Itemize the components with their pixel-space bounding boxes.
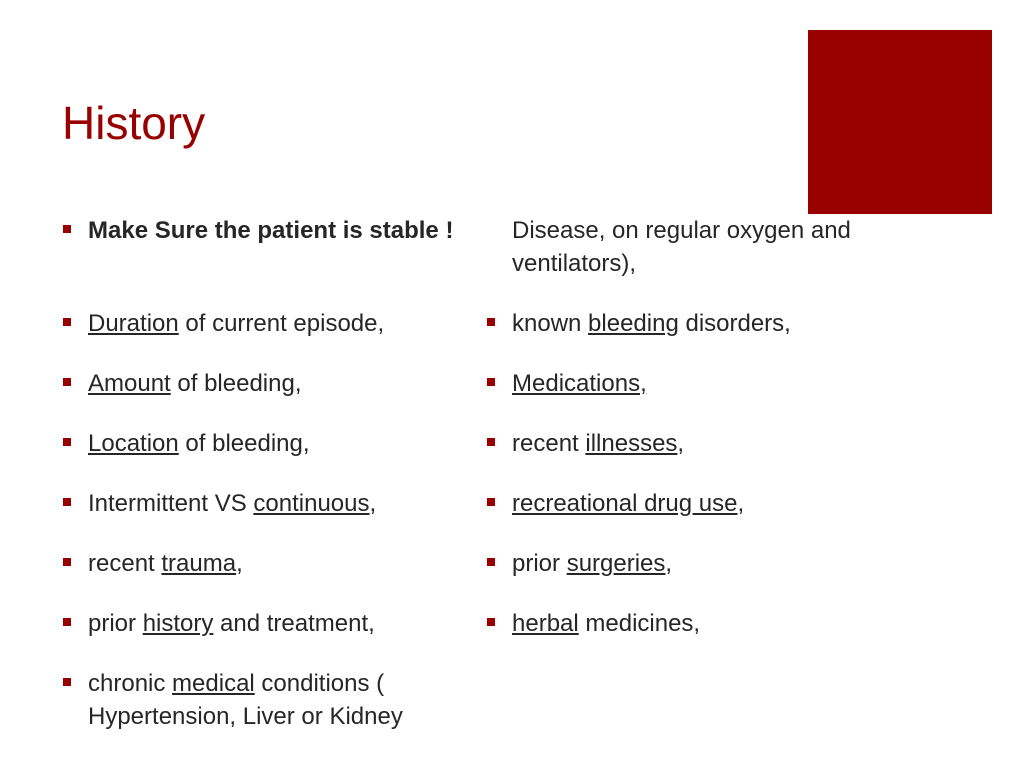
list-item [62, 214, 488, 247]
text-segment: of bleeding, [178, 430, 310, 457]
list-item-text [88, 490, 376, 517]
underlined-term: history [142, 610, 214, 637]
list-item-text [88, 217, 453, 244]
text-segment: , [369, 490, 377, 517]
text-segment: , [737, 490, 745, 517]
text-segment: of bleeding, [170, 370, 302, 397]
text-segment: of current episode, [178, 310, 385, 337]
list-item [486, 487, 912, 520]
list-item [486, 367, 912, 400]
text-segment: prior [88, 610, 143, 637]
text-segment: conditions ( Hypertension, Liver or Kidney [88, 670, 403, 730]
underlined-term: continuous [253, 490, 370, 517]
text-segment: chronic [88, 670, 173, 697]
slide-title: History [62, 97, 206, 149]
text-segment: known [512, 310, 589, 337]
accent-block [808, 30, 992, 214]
list-item-text [88, 430, 310, 457]
list-item [62, 487, 488, 520]
list-item-text [512, 550, 672, 577]
bullet-icon [63, 558, 71, 566]
underlined-term: Amount [88, 370, 171, 397]
bullet-icon [487, 438, 495, 446]
bullet-icon [487, 318, 495, 326]
underlined-term: Medications, [512, 370, 647, 397]
bold-text: Make Sure the patient is stable ! [88, 217, 454, 244]
list-item-text [512, 610, 700, 637]
bullet-icon [63, 378, 71, 386]
list-item [486, 607, 912, 640]
list-item-text [88, 310, 384, 337]
bullet-icon [63, 678, 71, 686]
list-item [62, 547, 488, 580]
text-segment: recent [512, 430, 586, 457]
list-item [486, 427, 912, 460]
text-segment: disorders, [678, 310, 791, 337]
list-item-text [88, 370, 302, 397]
text-segment: recent [88, 550, 162, 577]
list-item-text [512, 490, 744, 517]
list-item-text [512, 310, 791, 337]
list-continuation [486, 214, 892, 280]
bullet-icon [487, 618, 495, 626]
list-item [62, 307, 488, 340]
list-item [62, 607, 488, 640]
bullet-icon [487, 498, 495, 506]
list-item [486, 547, 912, 580]
underlined-term: recreational drug use [512, 490, 738, 517]
text-segment: and treatment, [213, 610, 375, 637]
bullet-icon [63, 438, 71, 446]
list-item-text [88, 550, 243, 577]
underlined-term: bleeding [588, 310, 679, 337]
underlined-term: medical [172, 670, 255, 697]
continuation-text: Disease, on regular oxygen and ventilators), [512, 217, 851, 277]
underlined-term: surgeries [566, 550, 666, 577]
bullet-icon [487, 378, 495, 386]
list-item [486, 307, 912, 340]
list-item-text [88, 610, 375, 637]
list-item [62, 667, 488, 733]
list-item [62, 367, 488, 400]
list-item-text [512, 430, 684, 457]
list-item [62, 427, 488, 460]
text-segment: prior [512, 550, 567, 577]
text-segment: medicines, [578, 610, 701, 637]
bullet-icon [63, 225, 71, 233]
text-segment: , [236, 550, 243, 577]
list-item-text [512, 370, 647, 397]
list-item-text [88, 670, 403, 730]
underlined-term: Location [88, 430, 179, 457]
text-segment: , [665, 550, 673, 577]
underlined-term: herbal [512, 610, 579, 637]
bullet-icon [63, 618, 71, 626]
text-segment: Intermittent VS [88, 490, 254, 517]
bullet-icon [63, 498, 71, 506]
bullet-icon [63, 318, 71, 326]
bullet-icon [487, 558, 495, 566]
underlined-term: illnesses [585, 430, 678, 457]
underlined-term: trauma [161, 550, 237, 577]
text-segment: , [677, 430, 685, 457]
underlined-term: Duration [88, 310, 179, 337]
